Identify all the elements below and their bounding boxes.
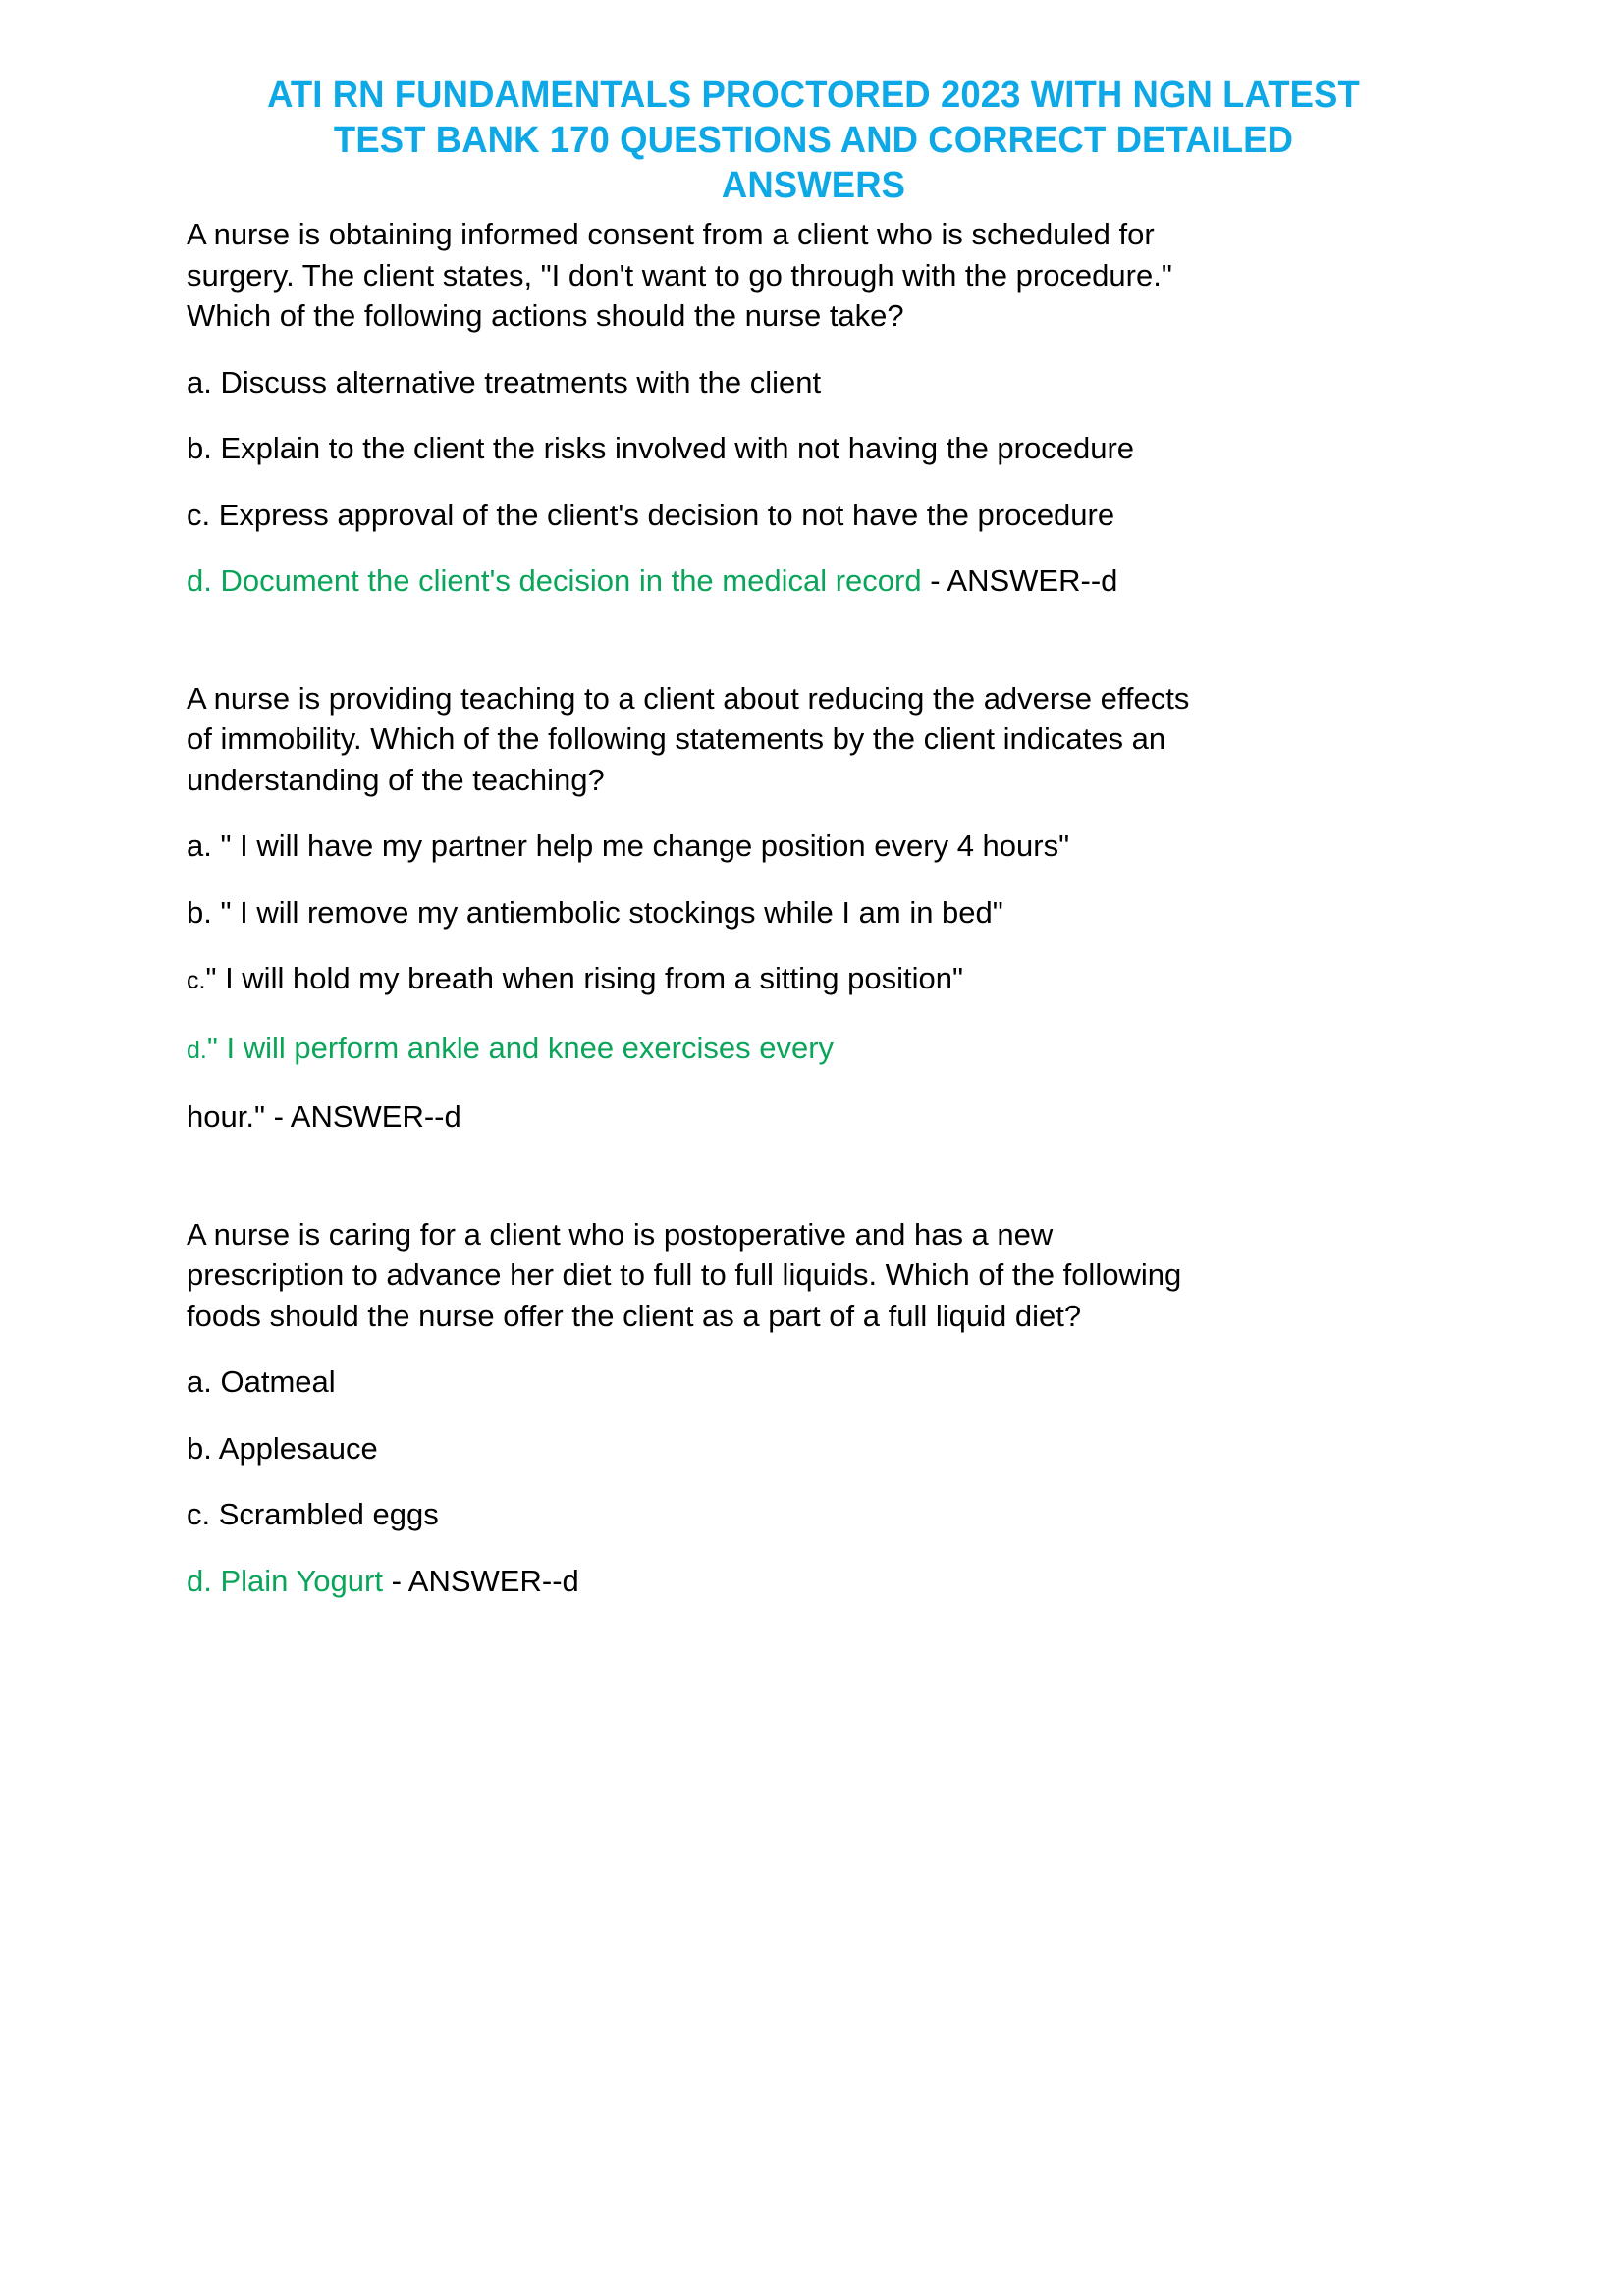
spacer <box>187 337 1440 362</box>
question-2-option-b <box>187 892 1440 934</box>
spacer <box>187 535 1440 561</box>
question-3-option-c <box>187 1494 1440 1535</box>
option-text: Oatmeal <box>220 1364 336 1399</box>
spacer <box>187 469 1440 495</box>
question-1-option-d <box>187 561 1440 602</box>
option-label: c. <box>187 1497 211 1531</box>
question-stem-2 <box>187 678 1440 801</box>
section-spacer <box>187 1138 1440 1214</box>
question-stem-3 <box>187 1214 1440 1337</box>
question-3-option-d <box>187 1561 1440 1602</box>
document-content <box>187 73 1440 1601</box>
document-title-line-3: ANSWERS <box>721 165 906 206</box>
spacer <box>187 402 1440 428</box>
option-text: " I will hold my breath when rising from a sitting position" <box>205 961 963 995</box>
spacer <box>187 1071 1440 1096</box>
question-2-option-a <box>187 826 1440 867</box>
question-1-option-c <box>187 495 1440 536</box>
option-text: Discuss alternative treatments with the client <box>220 364 822 400</box>
option-label: b. <box>187 1430 212 1466</box>
option-text: " I will remove my antiembolic stockings while I am in bed" <box>220 894 1003 930</box>
question-stem-1-line-2: surgery. The client states, "I don't want to go through with the procedure." <box>187 257 1172 293</box>
option-label: d. <box>187 1563 212 1598</box>
option-label: a. <box>187 828 212 863</box>
document-title-line-1: ATI RN FUNDAMENTALS PROCTORED 2023 WITH NGN LATEST <box>267 75 1360 116</box>
spacer <box>187 867 1440 892</box>
question-stem-3-line-1: A nurse is caring for a client who is postoperative and has a new <box>187 1216 1054 1252</box>
question-2-answer-continuation: hour." - ANSWER--d <box>187 1099 461 1134</box>
spacer <box>187 1403 1440 1428</box>
section-spacer <box>187 602 1440 678</box>
answer-marker-3: - ANSWER--d <box>382 1563 579 1598</box>
option-label: a. <box>187 364 212 400</box>
question-3-option-a <box>187 1362 1440 1403</box>
answer-marker-1: - ANSWER--d <box>921 563 1118 598</box>
option-label: d. <box>187 563 212 598</box>
question-block-3 <box>187 1214 1440 1602</box>
question-3-option-b <box>187 1428 1440 1469</box>
question-1-option-a <box>187 362 1440 403</box>
option-text: Explain to the client the risks involved with not having the procedure <box>220 431 1135 465</box>
option-text: " I will have my partner help me change position every 4 hours" <box>220 828 1070 863</box>
question-stem-2-line-3: understanding of the teaching? <box>187 762 605 797</box>
document-title <box>212 73 1416 208</box>
option-text: Scrambled eggs <box>218 1497 439 1531</box>
question-2-option-d <box>187 1028 1440 1072</box>
spacer <box>187 1002 1440 1028</box>
spacer <box>187 800 1440 826</box>
spacer <box>187 1336 1440 1362</box>
question-stem-1-line-3: Which of the following actions should the nurse take? <box>187 298 904 333</box>
option-label: a. <box>187 1364 212 1399</box>
question-stem-3-line-2: prescription to advance her diet to full to full liquids. Which of the following <box>187 1257 1182 1292</box>
option-text: Plain Yogurt <box>220 1563 383 1598</box>
option-label: b. <box>187 894 212 930</box>
option-text: Document the client's decision in the medical record <box>220 563 922 598</box>
question-2-option-c <box>187 958 1440 1002</box>
question-stem-1 <box>187 214 1440 337</box>
spacer <box>187 1468 1440 1494</box>
question-block-2 <box>187 678 1440 1138</box>
option-label: c. <box>187 967 206 994</box>
option-text: Applesauce <box>218 1430 378 1466</box>
question-stem-2-line-1: A nurse is providing teaching to a client about reducing the adverse effects <box>187 680 1190 716</box>
question-block-1 <box>187 214 1440 602</box>
question-1-option-b <box>187 428 1440 469</box>
question-stem-1-line-1: A nurse is obtaining informed consent from a client who is scheduled for <box>187 217 1155 251</box>
option-label: c. <box>187 497 211 532</box>
option-text: " I will perform ankle and knee exercises every <box>206 1030 835 1065</box>
option-text: Express approval of the client's decision to not have the procedure <box>218 497 1115 532</box>
question-stem-2-line-2: of immobility. Which of the following statements by the client indicates an <box>187 721 1166 756</box>
question-stem-3-line-3: foods should the nurse offer the client as a part of a full liquid diet? <box>187 1298 1082 1333</box>
option-label: d. <box>187 1036 207 1064</box>
document-title-line-2: TEST BANK 170 QUESTIONS AND CORRECT DETAILED <box>333 120 1294 161</box>
option-label: b. <box>187 431 212 465</box>
spacer <box>187 1535 1440 1561</box>
spacer <box>187 933 1440 958</box>
